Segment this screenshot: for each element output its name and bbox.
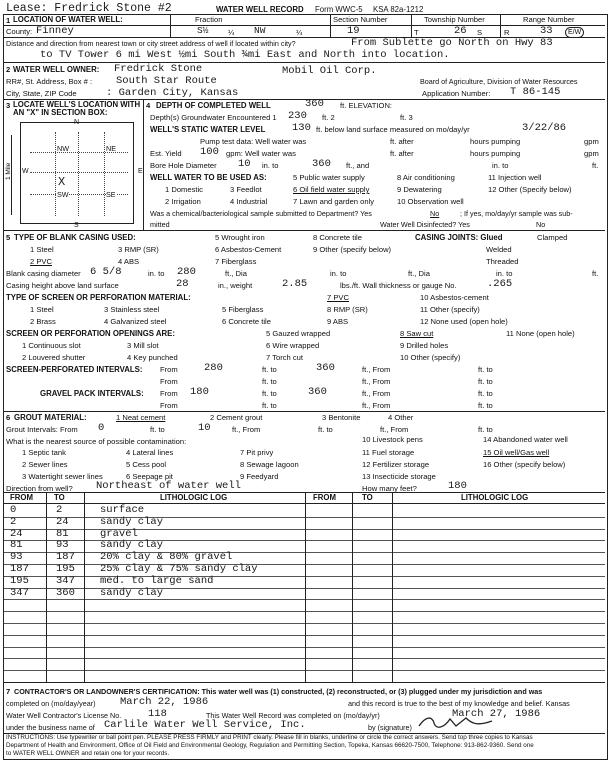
- grout-neat-cement: 1 Neat cement: [116, 413, 166, 422]
- application-label: Application Number:: [422, 89, 491, 98]
- form-title: WATER WELL RECORD: [216, 5, 304, 14]
- screen-brass: 2 Brass: [30, 317, 56, 326]
- log-row-description: sandy clay: [100, 586, 164, 599]
- casing-diameter-value: 6 5/8: [90, 266, 122, 278]
- use-air-conditioning: 8 Air conditioning: [397, 173, 455, 182]
- bore-hole-depth: 360: [312, 158, 331, 170]
- contam-watertight: 3 Watertight sewer lines: [22, 472, 103, 481]
- instructions-line-1: INSTRUCTIONS: Use typewriter or ball point pen. PLEASE PRESS FIRMLY and PRINT clearly. Please fill in blanks, underline or circle the correct answers. Send top three copies to Kansas: [6, 734, 533, 741]
- wall-thickness-label: lbs./ft. Wall thickness or gauge No.: [340, 281, 457, 290]
- casing-weight-value: 2.85: [282, 278, 308, 290]
- south-label: S: [74, 222, 79, 229]
- yield-after: ft. after: [390, 149, 414, 158]
- perf-from-2-label: ft., From: [362, 365, 391, 374]
- city-label: City, State, ZIP Code: [6, 89, 77, 98]
- owner-name: Fredrick Stone: [114, 63, 203, 75]
- use-irrigation: 2 Irrigation: [165, 197, 201, 206]
- use-injection-well: 11 Injection well: [488, 173, 542, 182]
- gauge-value: .265: [487, 278, 513, 290]
- screen-other: 11 Other (specify): [420, 305, 480, 314]
- log-row-to: 195: [56, 563, 75, 575]
- distance-line-2: to TV Tower 6 mi West ½mi South ¾mi East and North into location.: [40, 49, 450, 61]
- casing-height-value: 28: [176, 278, 189, 290]
- opening-none: 11 None (open hole): [506, 329, 575, 338]
- perf-to-value: 360: [316, 362, 335, 374]
- grout-to-2-label: ft. to: [318, 425, 333, 434]
- business-name-label: under the business name of: [6, 723, 95, 732]
- contamination-label: What is the nearest source of possible contamination:: [6, 437, 187, 446]
- location-label: LOCATION OF WATER WELL:: [13, 15, 123, 24]
- casing-joints-label: CASING JOINTS: Glued: [415, 233, 503, 242]
- gravel-row2-from: From: [160, 401, 178, 410]
- section-box: [20, 122, 134, 224]
- certification-text: CONTRACTOR'S OR LANDOWNER'S CERTIFICATION: This water well was (1) constructed, (2) reconstructed, or (3) plugged under my jurisdiction and was: [14, 687, 543, 696]
- chemical-sample-rest: ; If yes, mo/day/yr sample was sub-: [460, 209, 573, 218]
- section-box-h-divider: [30, 172, 128, 173]
- perf-from-label: From: [160, 365, 178, 374]
- disinfected-no: No: [536, 220, 546, 229]
- chemical-sample-mitted: mitted: [150, 220, 170, 229]
- casing-joints-threaded: Threaded: [486, 257, 519, 266]
- pump-test-after: ft. after: [390, 137, 414, 146]
- gravel-row2-from-2: ft., From: [362, 401, 391, 410]
- casing-depth-value: 280: [177, 266, 196, 278]
- casing-pvc: 2 PVC: [30, 257, 52, 266]
- application-number: T 86-145: [510, 86, 561, 98]
- contam-abandoned-well: 14 Abandoned water well: [483, 435, 568, 444]
- contam-other: 16 Other (specify below): [483, 460, 566, 469]
- range-value: 33: [540, 25, 553, 37]
- use-industrial: 4 Industrial: [230, 197, 268, 206]
- log-row-description: med. to large sand: [100, 574, 214, 587]
- board-label: Board of Agriculture, Division of Water Resources: [420, 77, 578, 86]
- casing-steel: 1 Steel: [30, 245, 54, 254]
- contam-seepage-pit: 6 Seepage pit: [126, 472, 173, 481]
- groundwater-3-label: ft. 3: [400, 113, 413, 122]
- lease-title: Lease: Fredrick Stone #2: [6, 2, 172, 15]
- quarter-mark-1: ¼: [228, 28, 235, 37]
- contam-sewage-lagoon: 8 Sewage lagoon: [240, 460, 299, 469]
- opening-drilled-holes: 9 Drilled holes: [400, 341, 449, 350]
- perf-to-2-label: ft. to: [478, 365, 493, 374]
- grout-from-value: 0: [98, 422, 105, 434]
- how-many-feet-value: 180: [448, 480, 467, 492]
- log-header-from: FROM: [10, 493, 33, 502]
- use-label: WELL WATER TO BE USED AS:: [150, 173, 267, 182]
- license-label: Water Well Contractor's License No.: [6, 711, 122, 720]
- static-level-date: 3/22/86: [522, 122, 567, 134]
- screen-material-label: TYPE OF SCREEN OR PERFORATION MATERIAL:: [6, 293, 191, 302]
- screen-abs: 9 ABS: [327, 317, 349, 326]
- business-name-value: Carlile Water Well Service, Inc.: [104, 719, 306, 731]
- log-row-from: 195: [10, 574, 29, 587]
- yield-label: Est. Yield: [150, 149, 182, 158]
- screen-steel: 1 Steel: [30, 305, 54, 314]
- contractor-signature: [416, 714, 496, 730]
- pump-test-gpm: gpm: [584, 137, 599, 146]
- screen-asbestos-cement: 10 Asbestos-cement: [420, 293, 489, 302]
- openings-label: SCREEN OR PERFORATION OPENINGS ARE:: [6, 329, 175, 338]
- gravel-row2-to-2: ft. to: [478, 401, 493, 410]
- section-box-label: LOCATE WELL'S LOCATION WITH AN "X" IN SECTION BOX:: [13, 100, 141, 117]
- casing-dia-2-to: in. to: [330, 269, 347, 278]
- log-header-lithologic: LITHOLOGIC LOG: [160, 493, 228, 502]
- section-number-2: 2: [6, 65, 11, 74]
- bore-hole-label: Bore Hole Diameter: [150, 161, 217, 170]
- grout-to-label: ft. to: [150, 425, 165, 434]
- log-row-to: 93: [56, 539, 69, 552]
- grout-from-3-label: ft., From: [380, 425, 409, 434]
- use-observation-well: 10 Observation well: [397, 197, 464, 206]
- grout-to-3-label: ft. to: [478, 425, 493, 434]
- casing-dia-3-ft: ft.: [592, 269, 599, 278]
- opening-wire-wrapped: 6 Wire wrapped: [266, 341, 320, 350]
- contam-sewer-lines: 2 Sewer lines: [22, 460, 68, 469]
- grout-bentonite: 3 Bentonite: [322, 413, 361, 422]
- opening-continuous-slot: 1 Continuous slot: [22, 341, 81, 350]
- owner-label: WATER WELL OWNER:: [13, 65, 100, 74]
- log-header-to-2: TO: [362, 493, 373, 502]
- direction-label: Direction from well?: [6, 484, 73, 493]
- log-row-from: 93: [10, 551, 23, 564]
- county-label: County:: [6, 27, 33, 36]
- log-row-from: 0: [10, 504, 17, 516]
- log-header-from-2: FROM: [313, 493, 336, 502]
- use-domestic: 1 Domestic: [165, 185, 203, 194]
- disinfected-label: Water Well Disinfected? Yes: [380, 220, 470, 229]
- county-value: Finney: [36, 25, 74, 37]
- form-number: Form WWC-5: [315, 5, 363, 14]
- log-row-to: 360: [56, 586, 75, 599]
- perforated-intervals-label: SCREEN-PERFORATED INTERVALS:: [6, 365, 143, 374]
- casing-dia-3-to: in. to: [496, 269, 513, 278]
- use-dewatering: 9 Dewatering: [397, 185, 442, 194]
- sw-quadrant-label: SW: [57, 190, 69, 199]
- perf-to-label: ft. to: [262, 365, 277, 374]
- opening-gauzed: 5 Gauzed wrapped: [266, 329, 331, 338]
- log-row-from: 187: [10, 563, 29, 575]
- contam-fertilizer: 12 Fertilizer storage: [362, 460, 430, 469]
- log-row-from: 24: [10, 527, 23, 540]
- casing-diameter-to: in. to: [148, 269, 165, 278]
- range-number-label: Range Number: [523, 15, 575, 24]
- static-level-rest: ft. below land surface measured on mo/day/yr: [316, 125, 470, 134]
- contam-feedyard: 9 Feedyard: [240, 472, 279, 481]
- screen-galvanized: 4 Galvanized steel: [104, 317, 167, 326]
- casing-joints-welded: Welded: [486, 245, 512, 254]
- opening-louvered: 2 Louvered shutter: [22, 353, 86, 362]
- screen-pvc: 7 PVC: [327, 293, 349, 302]
- grout-intervals-label: Grout Intervals: From: [6, 425, 78, 434]
- east-label: E: [138, 168, 143, 175]
- log-row-description: sandy clay: [100, 515, 164, 528]
- casing-weight-label: in., weight: [218, 281, 253, 290]
- screen-stainless: 3 Stainless steel: [104, 305, 160, 314]
- yield-value: 100: [200, 146, 219, 158]
- statute: KSA 82a-1212: [373, 5, 424, 14]
- yield-rest: gpm: Well water was: [226, 149, 296, 158]
- distance-label: Distance and direction from nearest town or city street address of well if located within city?: [6, 39, 296, 48]
- range-ew-circle: E/W: [565, 27, 584, 38]
- static-level-label: WELL'S STATIC WATER LEVEL: [150, 125, 266, 134]
- log-row-from: 2: [10, 515, 17, 528]
- bore-hole-and: ft., and: [346, 161, 370, 170]
- log-row-to: 2: [56, 504, 63, 516]
- log-row-from: 81: [10, 539, 23, 552]
- casing-height-label: Casing height above land surface: [6, 281, 119, 290]
- instructions-line-3: to WATER WELL OWNER and retain one for your records.: [6, 750, 170, 757]
- nw-quadrant-label: NW: [57, 144, 69, 153]
- grout-to-value: 10: [198, 422, 211, 434]
- elevation-label: ft. ELEVATION:: [340, 101, 393, 110]
- log-row-description: surface: [100, 504, 145, 516]
- log-header-lithologic-2: LITHOLOGIC LOG: [461, 493, 529, 502]
- gravel-pack-label: GRAVEL PACK INTERVALS:: [40, 389, 144, 398]
- gravel-to-2-label: ft. to: [478, 389, 493, 398]
- bore-hole-to-2: in. to: [492, 161, 509, 170]
- opening-saw-cut: 8 Saw cut: [400, 329, 434, 338]
- grout-cement-grout: 2 Cement grout: [210, 413, 263, 422]
- west-label: W: [22, 168, 29, 175]
- opening-torch-cut: 7 Torch cut: [266, 353, 304, 362]
- gravel-from-2-label: ft., From: [362, 389, 391, 398]
- log-row-to: 24: [56, 515, 69, 528]
- screen-none-used: 12 None used (open hole): [420, 317, 508, 326]
- pump-test-label: Pump test data: Well water was: [200, 137, 307, 146]
- casing-fiberglass: 7 Fiberglass: [215, 257, 257, 266]
- instructions-line-2: Department of Health and Environment, Office of Oil Field and Environmental Geology, Regulation and Permitting Section, Topeka, Kansas 66620-7500, Telephone: 913-862-9360. Send one: [6, 742, 534, 749]
- fraction-label: Fraction: [195, 15, 223, 24]
- owner-company: Mobil Oil Corp.: [282, 65, 377, 77]
- section-box-v-divider: [78, 132, 79, 216]
- log-row-description: gravel: [100, 527, 138, 540]
- quarter-mark-2: ¼: [296, 28, 303, 37]
- gravel-from-label: From: [160, 389, 178, 398]
- section-number-6: 6: [6, 413, 11, 422]
- casing-abs: 4 ABS: [118, 257, 140, 266]
- section-number-5: 5: [6, 233, 11, 242]
- distance-line-1: From Sublette go North on Hwy 83: [351, 37, 553, 49]
- ne-quadrant-label: NE: [106, 144, 116, 153]
- bore-hole-to: in. to: [262, 161, 279, 170]
- owner-address: South Star Route: [116, 75, 217, 87]
- casing-wrought-iron: 5 Wrought iron: [215, 233, 265, 242]
- log-row-from: 347: [10, 586, 29, 599]
- signature-label: by (signature): [368, 723, 412, 732]
- address-label: RR#, St. Address, Box # :: [6, 77, 93, 86]
- township-number-label: Township Number: [424, 15, 485, 24]
- opening-other: 10 Other (specify): [400, 353, 461, 362]
- township-value: 26: [454, 25, 467, 37]
- gravel-from-value: 180: [190, 386, 209, 398]
- completed-on-label: completed on (mo/day/year): [6, 699, 96, 708]
- opening-mill-slot: 3 Mill slot: [127, 341, 159, 350]
- section-number-1: 1: [6, 16, 11, 25]
- yield-hours: hours pumping: [470, 149, 521, 158]
- contam-oil-gas-well: 15 Oil well/Gas well: [483, 448, 550, 457]
- use-lawn-garden: 7 Lawn and garden only: [293, 197, 375, 206]
- log-header-to: TO: [54, 493, 65, 502]
- contam-lateral-lines: 4 Lateral lines: [126, 448, 174, 457]
- groundwater-label: Depth(s) Groundwater Encountered 1: [150, 113, 277, 122]
- contam-septic: 1 Septic tank: [22, 448, 66, 457]
- north-label: N: [74, 119, 80, 126]
- depth-value: 360: [305, 98, 324, 110]
- depth-label: DEPTH OF COMPLETED WELL: [156, 101, 271, 110]
- township-t-label: T: [414, 28, 419, 37]
- chemical-sample-label: Was a chemical/bacteriological sample submitted to Department? Yes: [150, 209, 372, 218]
- screen-rmp: 8 RMP (SR): [327, 305, 368, 314]
- how-many-feet-label: How many feet?: [362, 484, 417, 493]
- casing-joints-clamped: Clamped: [537, 233, 568, 242]
- use-other: 12 Other (Specify below): [488, 185, 572, 194]
- casing-dia-3: ft., Dia: [408, 269, 430, 278]
- completed-on-value: March 22, 1986: [120, 696, 209, 708]
- screen-concrete-tile: 6 Concrete tile: [222, 317, 271, 326]
- use-public-water: 5 Public water supply: [293, 173, 365, 182]
- static-level-value: 130: [292, 122, 311, 134]
- fraction-2: NW: [254, 25, 266, 36]
- casing-rmp: 3 RMP (SR): [118, 245, 159, 254]
- bore-hole-value: 10: [238, 158, 251, 170]
- well-location-x-mark: X: [58, 175, 66, 189]
- record-completed-label: This Water Well Record was completed on (mo/day/yr): [206, 711, 380, 720]
- use-oil-field-water-supply: 6 Oil field water supply: [293, 185, 370, 194]
- completed-rest: and this record is true to the best of my knowledge and belief. Kansas: [348, 699, 570, 708]
- grout-material-label: GROUT MATERIAL:: [14, 413, 87, 422]
- log-row-description: 20% clay & 80% gravel: [100, 551, 233, 564]
- casing-diameter-label: Blank casing diameter: [6, 269, 81, 278]
- mile-label: 1 Mile: [5, 162, 12, 180]
- license-value: 118: [148, 708, 167, 720]
- grout-other: 4 Other: [388, 413, 414, 422]
- groundwater-2-label: ft. 2: [322, 113, 335, 122]
- yield-gpm: gpm: [584, 149, 599, 158]
- record-completed-value: March 27, 1986: [452, 708, 541, 720]
- bore-hole-ft: ft.: [592, 161, 599, 170]
- contam-livestock: 10 Livestock pens: [362, 435, 423, 444]
- casing-other: 9 Other (specify below): [313, 245, 392, 254]
- screen-fiberglass: 5 Fiberglass: [222, 305, 264, 314]
- log-row-to: 347: [56, 574, 75, 587]
- perf-row2-from-2: ft., From: [362, 377, 391, 386]
- log-row-description: 25% clay & 75% sandy clay: [100, 563, 258, 575]
- pump-test-hours: hours pumping: [470, 137, 521, 146]
- section-number-3: 3: [6, 101, 11, 110]
- perf-row2-to-2: ft. to: [478, 377, 493, 386]
- perf-row2-to: ft. to: [262, 377, 277, 386]
- casing-type-label: TYPE OF BLANK CASING USED:: [14, 233, 136, 242]
- log-row-to: 81: [56, 527, 69, 540]
- contam-insecticide: 13 Insecticide storage: [362, 472, 436, 481]
- gravel-to-label: ft. to: [262, 389, 277, 398]
- section-number-7: 7: [6, 687, 11, 696]
- log-row-description: sandy clay: [100, 539, 164, 552]
- contam-cess-pool: 5 Cess pool: [126, 460, 167, 469]
- perf-from-value: 280: [204, 362, 223, 374]
- township-s-label: S: [477, 28, 483, 37]
- chemical-sample-no: No: [430, 209, 440, 218]
- section-number-4: 4: [146, 101, 151, 110]
- casing-dia-2: ft., Dia: [225, 269, 247, 278]
- se-quadrant-label: SE: [106, 190, 116, 199]
- range-r-label: R: [504, 28, 510, 37]
- contam-fuel-storage: 11 Fuel storage: [362, 448, 415, 457]
- casing-concrete-tile: 8 Concrete tile: [313, 233, 362, 242]
- casing-asbestos-cement: 6 Asbestos-Cement: [215, 245, 282, 254]
- groundwater-value: 230: [288, 110, 307, 122]
- direction-value: Northeast of water well: [96, 480, 241, 492]
- contam-pit-privy: 7 Pit privy: [240, 448, 274, 457]
- section-value: 19: [347, 25, 360, 37]
- grout-from-2-label: ft., From: [232, 425, 261, 434]
- use-feedlot: 3 Feedlot: [230, 185, 262, 194]
- opening-key-punched: 4 Key punched: [127, 353, 178, 362]
- owner-city: : Garden City, Kansas: [106, 87, 239, 99]
- log-row-to: 187: [56, 551, 75, 564]
- gravel-row2-to: ft. to: [262, 401, 277, 410]
- perf-row2-from: From: [160, 377, 178, 386]
- fraction-1: S½: [197, 25, 209, 36]
- section-number-label: Section Number: [333, 15, 388, 24]
- gravel-to-value: 360: [308, 386, 327, 398]
